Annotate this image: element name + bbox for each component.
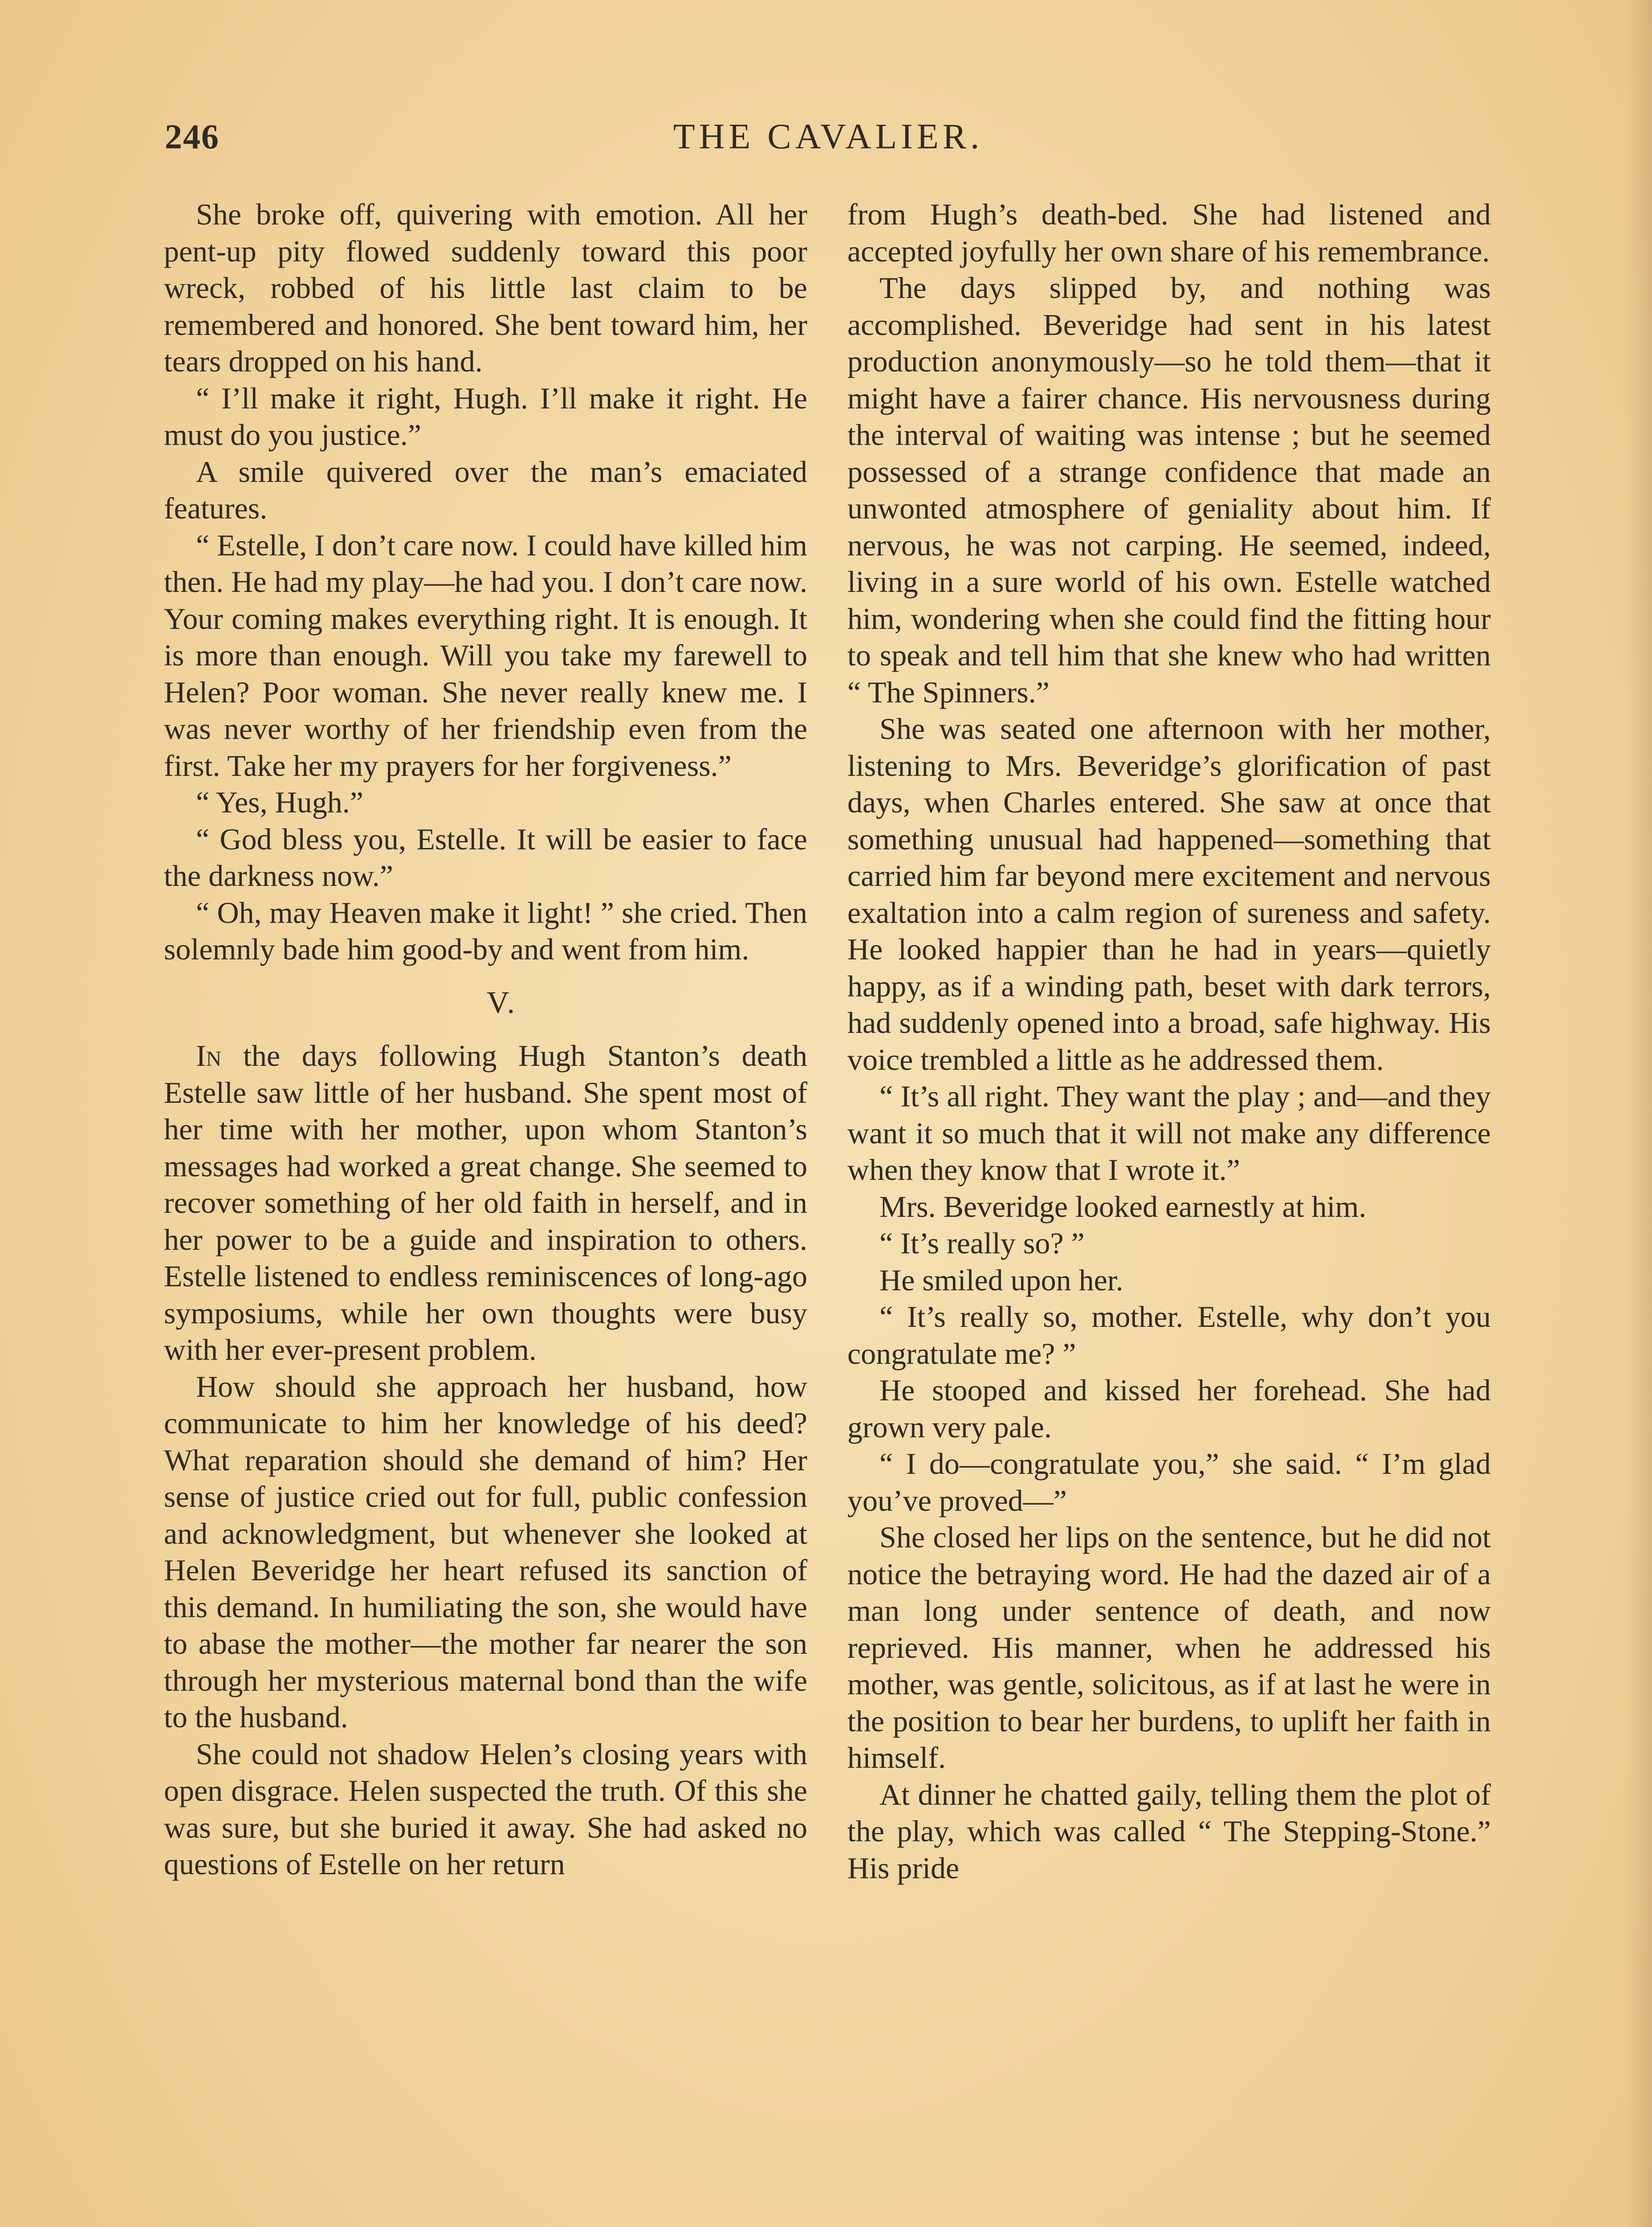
page-number: 246 xyxy=(165,117,220,156)
left-column xyxy=(164,196,807,2227)
paragraph: She was seated one afternoon with her mother, listening to Mrs. Beveridge’s glorification of past days, when Charles entered. She saw at once that something unusual had happened—something that carried him far beyond mere excitement and nervous exaltation into a calm region of sureness and safety. He looked happier than he had in years—quietly happy, as if a winding path, beset with dark terrors, had suddenly opened into a broad, safe highway. His voice trembled a little as he addressed them. xyxy=(847,712,1491,1077)
paragraph: A smile quivered over the man’s emaciated features. xyxy=(164,454,807,525)
paragraph: How should she approach her husband, how communicate to him her knowledge of his deed? What reparation should she demand of him? Her sense of justice cried out for full, public confession and acknowledgment, but whenever she looked at Helen Beveridge her heart refused its sanction of this demand. In humiliating the son, she would have to abase the mother—the mother far nearer the son through her mysterious maternal bond than the wife to the husband. xyxy=(164,1369,807,1734)
paragraph: She could not shadow Helen’s closing years with open disgrace. Helen suspected the truth. Of this she was sure, but she buried it away. She had asked no questions of Estelle on her return xyxy=(164,1737,807,1881)
paragraph-text: the days following Hugh Stanton’s death Estelle saw little of her husband. She spent most of her time with her mother, upon whom Stanton’s messages had worked a great change. She seemed to recover something of her old faith in herself, and in her power to be a guide and inspiration to others. Estelle listened to endless reminiscences of long-ago symposiums, while her own thoughts were busy with her ever-present problem. xyxy=(164,1039,807,1366)
paragraph: “ Yes, Hugh.” xyxy=(196,785,363,819)
paragraph: “ God bless you, Estelle. It will be easier to face the darkness now.” xyxy=(164,822,807,893)
paragraph: “ Oh, may Heaven make it light! ” she cried. Then solemnly bade him good-by and went from him. xyxy=(164,895,807,966)
section-heading: V. xyxy=(486,985,517,1020)
running-title: THE CAVALIER. xyxy=(673,117,984,156)
paragraph: He stooped and kissed her forehead. She had grown very pale. xyxy=(847,1373,1491,1444)
paragraph: from Hugh’s death-bed. She had listened and accepted joyfully her own share of his remembrance. xyxy=(847,197,1491,268)
paragraph: “ I do—congratulate you,” she said. “ I’m glad you’ve proved—” xyxy=(847,1447,1491,1517)
paragraph: “ It’s all right. They want the play ; and—and they want it so much that it will not make any difference when they know that I wrote it.” xyxy=(847,1079,1491,1187)
paragraph: Mrs. Beveridge looked earnestly at him. xyxy=(879,1189,1367,1224)
right-column xyxy=(847,196,1491,2227)
paragraph: She broke off, quivering with emotion. All her pent-up pity flowed suddenly toward this poor wreck, robbed of his little last claim to be remembered and honored. She bent toward him, her tears dropped on his hand. xyxy=(164,197,807,378)
paragraph: “ I’ll make it right, Hugh. I’ll make it right. He must do you justice.” xyxy=(164,381,807,452)
paragraph: He smiled upon her. xyxy=(879,1263,1123,1297)
paragraph: At dinner he chatted gaily, telling them the plot of the play, which was called “ The Stepping-Stone.” His pride xyxy=(847,1777,1491,1885)
paragraph: “ Estelle, I don’t care now. I could have killed him then. He had my play—he had you. I don’t care now. Your coming makes everything right. It is enough. It is more than enough. Will you take my farewell to Helen? Poor woman. She never really knew me. I was never worthy of her friendship even from the first. Take her my prayers for her forgiveness.” xyxy=(164,528,807,783)
page-header xyxy=(165,117,1492,170)
paragraph: The days slipped by, and nothing was accomplished. Beveridge had sent in his latest production anonymously—so he told them—that it might have a fairer chance. His nervousness during the interval of waiting was intense ; but he seemed possessed of a strange confidence that made an unwonted atmosphere of geniality about him. If nervous, he was not carping. He seemed, indeed, living in a sure world of his own. Estelle watched him, wondering when she could find the fitting hour to speak and tell him that she knew who had written “ The Spinners.” xyxy=(847,271,1491,709)
section-first-paragraph xyxy=(164,1037,807,1368)
paragraph: “ It’s really so? ” xyxy=(879,1226,1085,1260)
section-first-word: In xyxy=(196,1039,222,1073)
paragraph: “ It’s really so, mother. Estelle, why don’t you congratulate me? ” xyxy=(847,1300,1491,1370)
paragraph: She closed her lips on the sentence, but he did not notice the betraying word. He had the dazed air of a man long under sentence of death, and now reprieved. His manner, when he addressed his mother, was gentle, solicitous, as if at last he were in the position to bear her burdens, to uplift her faith in himself. xyxy=(847,1520,1491,1774)
page-edge-shadow xyxy=(1625,0,1652,2227)
